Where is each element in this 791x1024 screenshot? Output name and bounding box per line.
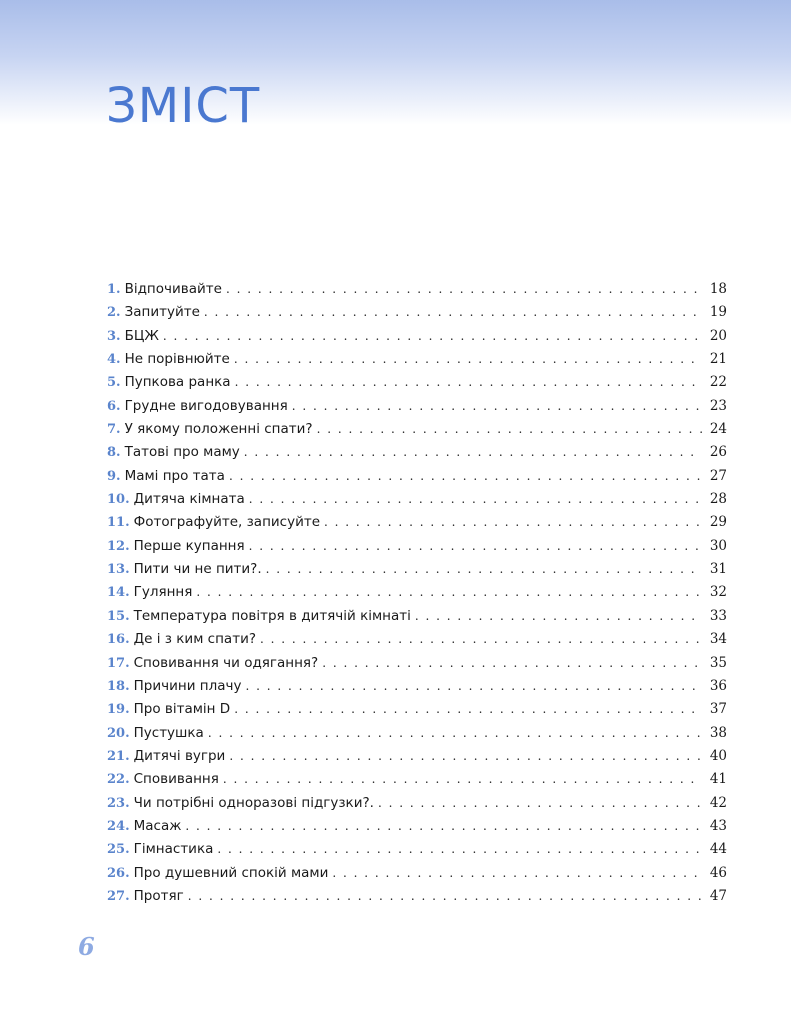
toc-entry[interactable] — [107, 328, 727, 351]
dot-leader — [292, 399, 702, 413]
toc-entry-number: 15. — [107, 608, 130, 624]
toc-entry-page: 37 — [709, 701, 727, 718]
toc-entry-number: 26. — [107, 865, 130, 881]
toc-entry-title: Гуляння — [133, 584, 193, 601]
dot-leader — [249, 492, 702, 506]
dot-leader — [235, 375, 702, 389]
toc-entry-title: Про душевний спокій мами — [133, 864, 329, 881]
toc-entry[interactable] — [107, 584, 727, 607]
toc-entry-number: 3. — [107, 328, 121, 344]
toc-entry-title: У якому положенні спати? — [124, 421, 313, 438]
toc-entry-title: Пустушка — [133, 724, 204, 741]
toc-entry-title: Перше купання — [133, 537, 245, 554]
toc-entry[interactable] — [107, 841, 727, 864]
dot-leader — [196, 585, 702, 599]
dot-leader — [163, 329, 702, 343]
toc-entry[interactable] — [107, 468, 727, 491]
toc-entry-title: Чи потрібні одноразові підгузки?. — [133, 794, 374, 811]
page-number: 6 — [78, 932, 95, 961]
toc-entry[interactable] — [107, 398, 727, 421]
toc-entry-number: 12. — [107, 538, 130, 554]
toc-entry-number: 27. — [107, 888, 130, 904]
dot-leader — [204, 305, 702, 319]
toc-entry-number: 10. — [107, 492, 130, 508]
toc-entry-page: 19 — [709, 304, 727, 321]
toc-entry[interactable] — [107, 771, 727, 794]
toc-entry-title: Запитуйте — [124, 304, 200, 321]
table-of-contents — [107, 281, 727, 911]
toc-entry[interactable] — [107, 701, 727, 724]
toc-entry-page: 38 — [709, 724, 727, 741]
dot-leader — [415, 609, 702, 623]
dot-leader — [260, 632, 702, 646]
toc-entry-page: 33 — [709, 607, 727, 624]
dot-leader — [217, 842, 702, 856]
dot-leader — [317, 422, 702, 436]
toc-entry[interactable] — [107, 655, 727, 678]
toc-entry[interactable] — [107, 421, 727, 444]
toc-entry-title: Причини плачу — [133, 677, 242, 694]
toc-entry-number: 7. — [107, 422, 121, 438]
toc-entry-page: 32 — [709, 584, 727, 601]
toc-entry-title: Масаж — [133, 817, 182, 834]
toc-entry-number: 2. — [107, 305, 121, 321]
toc-entry-title: БЦЖ — [124, 327, 159, 344]
page-title: ЗМІСТ — [106, 78, 261, 134]
toc-entry[interactable] — [107, 374, 727, 397]
dot-leader — [229, 469, 702, 483]
toc-entry-page: 46 — [709, 864, 727, 881]
toc-entry-number: 25. — [107, 842, 130, 858]
toc-entry[interactable] — [107, 631, 727, 654]
toc-entry-title: Пупкова ранка — [124, 374, 231, 391]
toc-entry[interactable] — [107, 304, 727, 327]
toc-entry-page: 24 — [709, 421, 727, 438]
toc-entry-page: 26 — [709, 444, 727, 461]
dot-leader — [208, 726, 702, 740]
toc-entry-title: Де і з ким спати? — [133, 631, 257, 648]
toc-entry-page: 40 — [709, 747, 727, 764]
toc-entry-number: 4. — [107, 352, 121, 368]
toc-entry-title: Не порівнюйте — [124, 351, 230, 368]
toc-entry[interactable] — [107, 491, 727, 514]
toc-entry-number: 6. — [107, 398, 121, 414]
toc-entry[interactable] — [107, 514, 727, 537]
dot-leader — [244, 445, 702, 459]
dot-leader — [185, 819, 702, 833]
dot-leader — [332, 866, 702, 880]
dot-leader — [226, 282, 702, 296]
toc-entry-number: 8. — [107, 445, 121, 461]
dot-leader — [266, 562, 702, 576]
dot-leader — [234, 352, 702, 366]
dot-leader — [322, 656, 702, 670]
toc-entry-number: 13. — [107, 562, 130, 578]
toc-entry[interactable] — [107, 888, 727, 911]
toc-entry-page: 30 — [709, 537, 727, 554]
toc-entry[interactable] — [107, 561, 727, 584]
toc-entry-page: 18 — [709, 281, 727, 297]
toc-entry-page: 47 — [709, 887, 727, 904]
toc-entry-title: Протяг — [133, 887, 184, 904]
dot-leader — [223, 772, 702, 786]
toc-entry-title: Татові про маму — [124, 444, 240, 461]
toc-entry-page: 27 — [709, 467, 727, 484]
toc-entry[interactable] — [107, 351, 727, 374]
dot-leader — [249, 539, 702, 553]
toc-entry-title: Грудне вигодовування — [124, 397, 288, 414]
toc-entry-title: Дитячі вугри — [133, 747, 226, 764]
toc-entry-page: 35 — [709, 654, 727, 671]
toc-entry-page: 42 — [709, 794, 727, 811]
toc-entry-page: 43 — [709, 817, 727, 834]
dot-leader — [378, 796, 702, 810]
dot-leader — [188, 889, 702, 903]
toc-entry[interactable] — [107, 725, 727, 748]
toc-entry-page: 22 — [709, 374, 727, 391]
toc-entry-title: Відпочивайте — [124, 281, 222, 297]
toc-entry-number: 11. — [107, 515, 130, 531]
dot-leader — [229, 749, 702, 763]
toc-entry-page: 28 — [709, 491, 727, 508]
toc-entry-title: Дитяча кімната — [133, 491, 245, 508]
toc-entry-page: 21 — [709, 351, 727, 368]
toc-entry[interactable] — [107, 538, 727, 561]
toc-entry[interactable] — [107, 818, 727, 841]
toc-entry-number: 23. — [107, 795, 130, 811]
toc-entry[interactable] — [107, 608, 727, 631]
toc-entry[interactable] — [107, 678, 727, 701]
toc-entry-title: Фотографуйте, записуйте — [133, 514, 321, 531]
toc-entry-number: 5. — [107, 375, 121, 391]
toc-entry-page: 44 — [709, 841, 727, 858]
toc-entry-title: Температура повітря в дитячій кімнаті — [133, 607, 411, 624]
toc-entry-title: Гімнастика — [133, 841, 214, 858]
dot-leader — [324, 515, 702, 529]
toc-entry-page: 31 — [709, 561, 727, 578]
toc-entry-page: 34 — [709, 631, 727, 648]
toc-entry[interactable] — [107, 865, 727, 888]
toc-entry-title: Про вітамін D — [133, 701, 231, 718]
toc-entry-number: 16. — [107, 632, 130, 648]
toc-entry-number: 1. — [107, 282, 121, 297]
toc-entry-number: 20. — [107, 725, 130, 741]
toc-entry[interactable] — [107, 444, 727, 467]
toc-entry-title: Пити чи не пити?. — [133, 561, 262, 578]
toc-entry-page: 36 — [709, 677, 727, 694]
toc-entry-page: 20 — [709, 327, 727, 344]
toc-entry-number: 17. — [107, 655, 130, 671]
toc-entry-number: 19. — [107, 702, 130, 718]
toc-entry-number: 9. — [107, 468, 121, 484]
toc-entry-number: 21. — [107, 748, 130, 764]
toc-entry[interactable] — [107, 748, 727, 771]
dot-leader — [234, 702, 702, 716]
dot-leader — [245, 679, 702, 693]
toc-entry-number: 24. — [107, 818, 130, 834]
toc-entry-page: 41 — [709, 771, 727, 788]
toc-entry[interactable] — [107, 795, 727, 818]
toc-entry-title: Сповивання чи одягання? — [133, 654, 319, 671]
toc-entry-number: 22. — [107, 772, 130, 788]
toc-entry[interactable] — [107, 281, 727, 304]
toc-entry-page: 29 — [709, 514, 727, 531]
toc-entry-title: Сповивання — [133, 771, 219, 788]
toc-entry-number: 18. — [107, 678, 130, 694]
toc-entry-title: Мамі про тата — [124, 467, 225, 484]
toc-entry-number: 14. — [107, 585, 130, 601]
toc-entry-page: 23 — [709, 397, 727, 414]
